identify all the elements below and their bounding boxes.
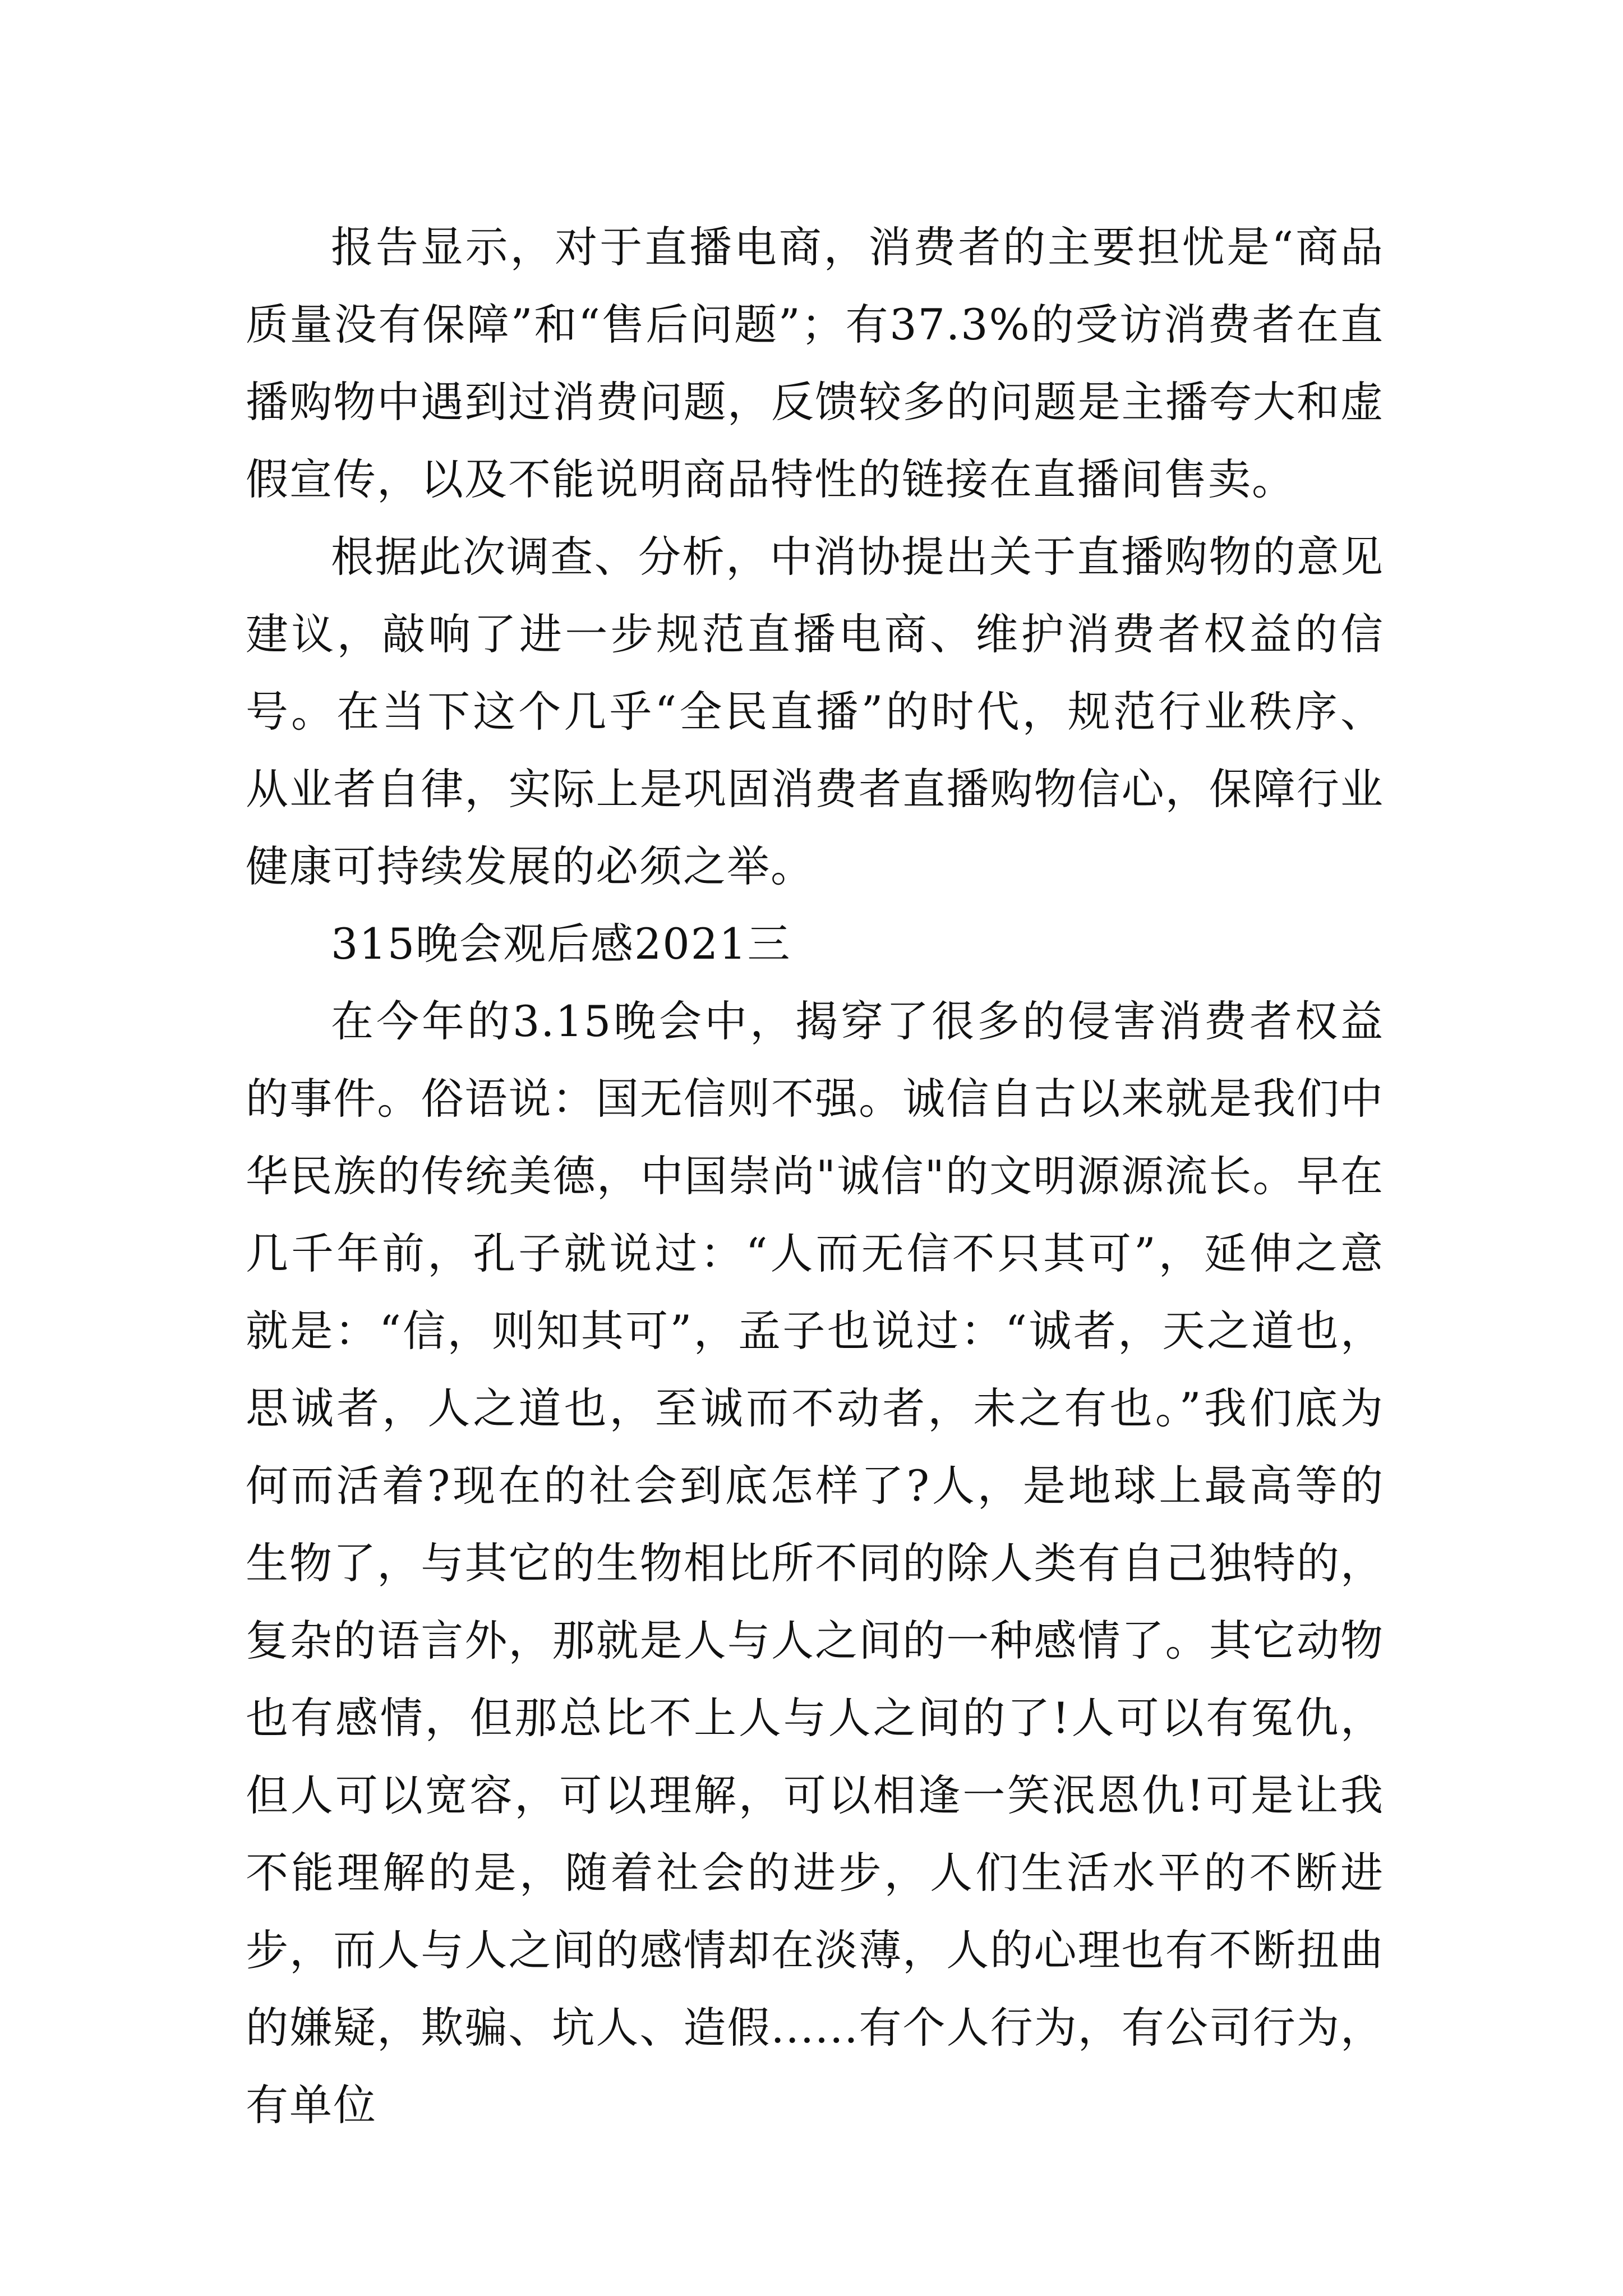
paragraph-essay-body: 在今年的3.15晚会中，揭穿了很多的侵害消费者权益的事件。俗语说：国无信则不强。诚信自古以来就是我们中华民族的传统美德，中国崇尚"诚信"的文明源源流长。早在几千年前，孔子就说过：“人而无信不只其可”，延伸之意就是：“信，则知其可”，孟子也说过：“诚者，天之道也，思诚者，人之道也，至诚而不动者，未之有也。”我们底为何而活着?现在的社会到底怎样了?人，是地球上最高等的生物了，与其它的生物相比所不同的除人类有自己独特的，复杂的语言外，那就是人与人之间的一种感情了。其它动物也有感情，但那总比不上人与人之间的了!人可以有冤仇，但人可以宽容，可以理解，可以相逢一笑泯恩仇!可是让我不能理解的是，随着社会的进步，人们生活水平的不断进步，而人与人之间的感情却在淡薄，人的心理也有不断扭曲的嫌疑，欺骗、坑人、造假......有个人行为，有公司行为，有单位 — [246, 996, 1384, 2130]
section-heading: 315晚会观后感2021三 — [331, 919, 791, 969]
paragraph-survey-suggestion: 根据此次调查、分析，中消协提出关于直播购物的意见建议，敲响了进一步规范直播电商、维护消费者权益的信号。在当下这个几乎“全民直播”的时代，规范行业秩序、从业者自律，实际上是巩固消费者直播购物信心，保障行业健康可持续发展的必须之举。 — [246, 532, 1384, 891]
document-body — [246, 209, 1384, 2144]
paragraph-report: 报告显示，对于直播电商，消费者的主要担忧是“商品质量没有保障”和“售后问题”；有37.3%的受访消费者在直播购物中遇到过消费问题，反馈较多的问题是主播夸大和虚假宣传，以及不能说明商品特性的链接在直播间售卖。 — [246, 222, 1384, 504]
